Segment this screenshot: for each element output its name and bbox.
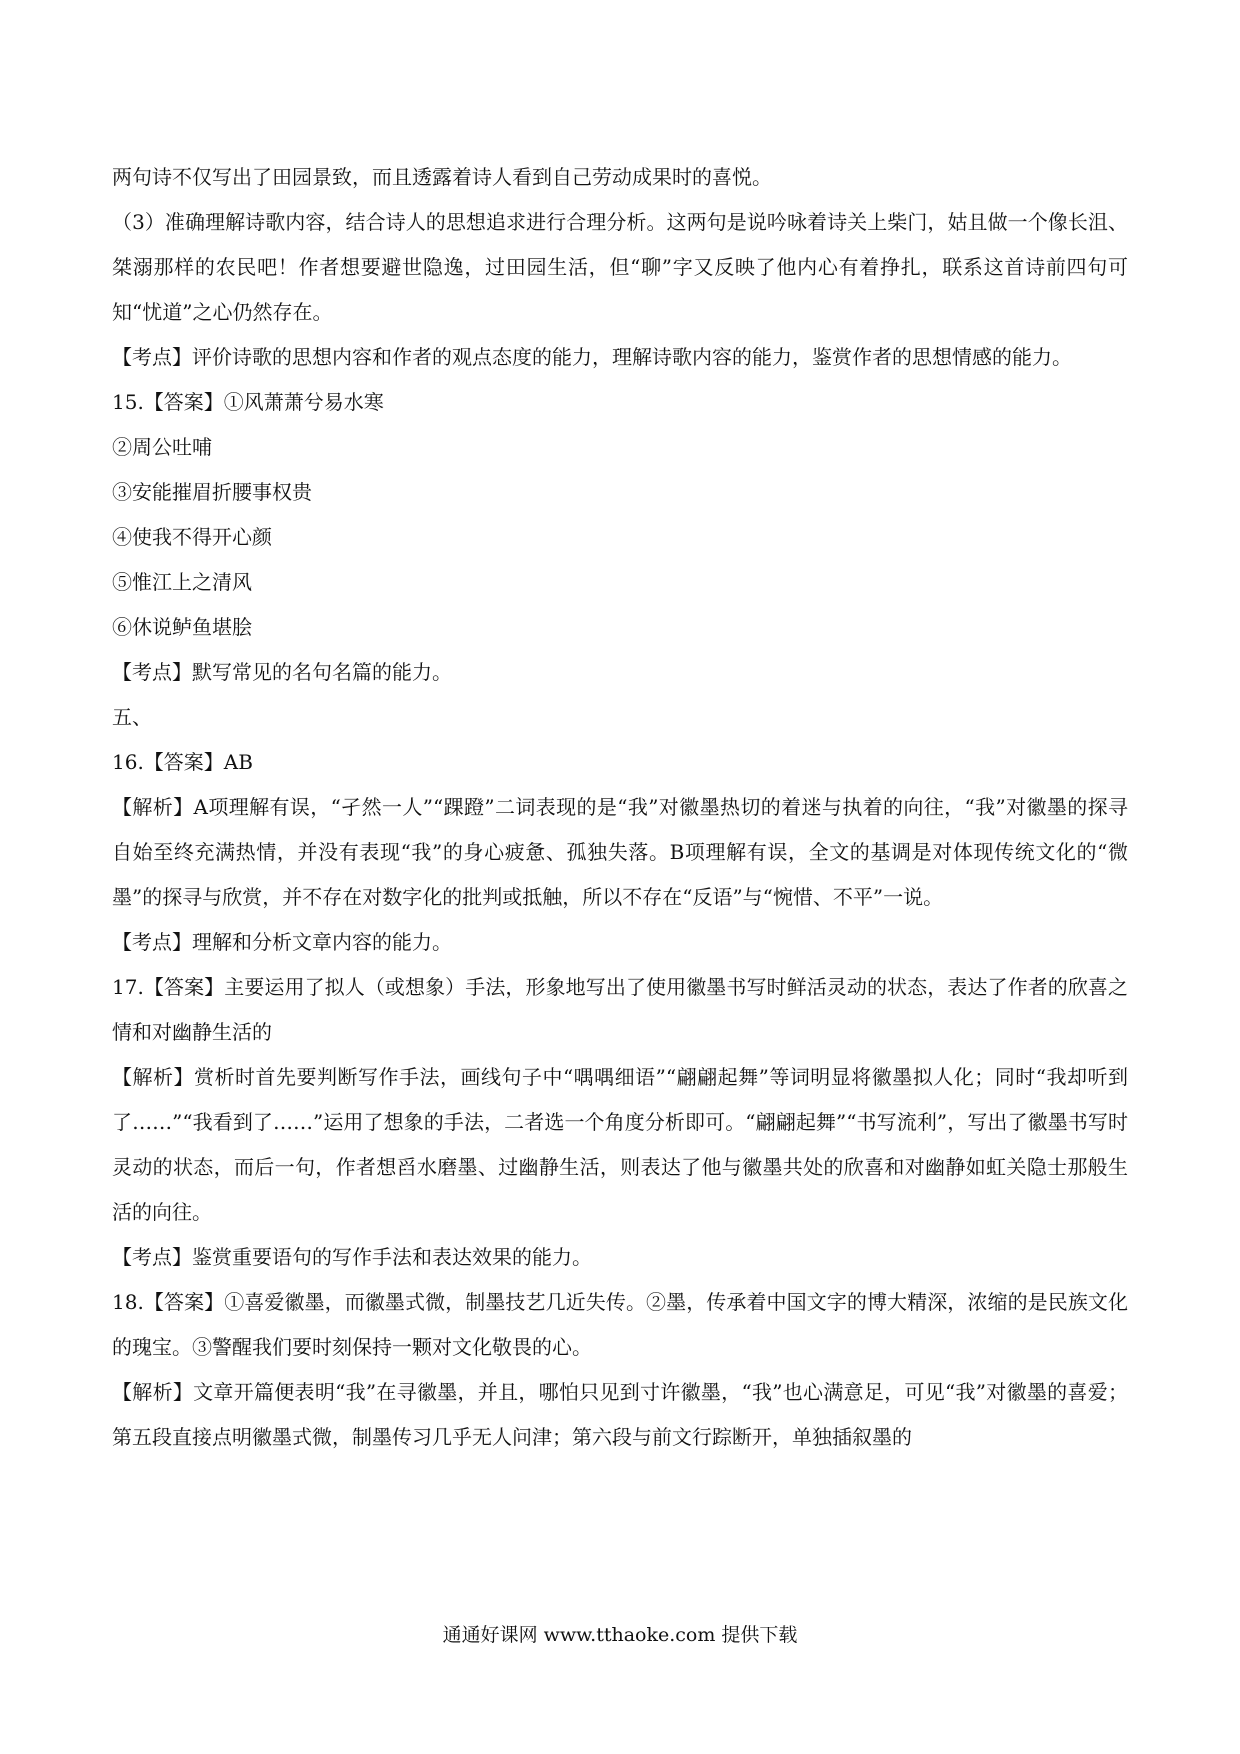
answer-line: ③安能摧眉折腰事权贵 [112,480,312,504]
answer-line: ⑤惟江上之清风 [112,570,252,594]
paragraph: 【解析】A项理解有误，“孑然一人”“踝蹬”二词表现的是“我”对徽墨热切的着迷与执着的向往，“我”对徽墨的探寻自始至终充满热情，并没有表现“我”的身心疲惫、孤独失落。B项理解有误，全文的基调是对体现传统文化的“微墨”的探寻与欣赏，并不存在对数字化的批判或抵触，所以不存在“反语”与“惋惜、不平”一说。 [112,795,1128,909]
paragraph: 【解析】文章开篇便表明“我”在寻徽墨，并且，哪怕只见到寸许徽墨，“我”也心满意足，可见“我”对徽墨的喜爱；第五段直接点明徽墨式微，制墨传习几乎无人问津；第六段与前文行踪断开，单独插叙墨的 [112,1380,1128,1449]
answer-line: ⑥休说鲈鱼堪脍 [112,615,252,639]
paragraph: 两句诗不仅写出了田园景致，而且透露着诗人看到自己劳动成果时的喜悦。 [112,165,772,189]
page-footer: 通通好课网 www.tthaoke.com 提供下载 [442,1624,798,1646]
answer-18: 18.【答案】①喜爱徽墨，而徽墨式微，制墨技艺几近失传。②墨，传承着中国文字的博大精深，浓缩的是民族文化的瑰宝。③警醒我们要时刻保持一颗对文化敬畏的心。 [112,1290,1128,1359]
paragraph: （3）准确理解诗歌内容，结合诗人的思想追求进行合理分析。这两句是说吟咏着诗关上柴门，姑且做一个像长沮、桀溺那样的农民吧！作者想要避世隐逸，过田园生活，但“聊”字又反映了他内心有着挣扎，联系这首诗前四句可知“忧道”之心仍然存在。 [112,210,1128,324]
answer-line: ②周公吐哺 [112,435,212,459]
document-body [112,155,1128,1460]
paragraph: 【考点】默写常见的名句名篇的能力。 [112,660,452,684]
paragraph: 【考点】鉴赏重要语句的写作手法和表达效果的能力。 [112,1245,592,1269]
paragraph: 【考点】理解和分析文章内容的能力。 [112,930,452,954]
answer-line: ④使我不得开心颜 [112,525,272,549]
paragraph: 【考点】评价诗歌的思想内容和作者的观点态度的能力，理解诗歌内容的能力，鉴赏作者的思想情感的能力。 [112,345,1072,369]
paragraph: 【解析】赏析时首先要判断写作手法，画线句子中“喁喁细语”“翩翩起舞”等词明显将徽墨拟人化；同时“我却听到了……”“我看到了……”运用了想象的手法，二者选一个角度分析即可。“翩翩起舞”“书写流利”，写出了徽墨书写时灵动的状态，而后一句，作者想舀水磨墨、过幽静生活，则表达了他与徽墨共处的欣喜和对幽静如虹关隐士那般生活的向往。 [112,1065,1128,1224]
section-heading: 五、 [112,705,152,729]
answer-16: 16.【答案】AB [112,750,253,774]
answer-17: 17.【答案】主要运用了拟人（或想象）手法，形象地写出了使用徽墨书写时鲜活灵动的状态，表达了作者的欣喜之情和对幽静生活的 [112,975,1128,1044]
answer-15: 15.【答案】①风萧萧兮易水寒 [112,390,384,414]
